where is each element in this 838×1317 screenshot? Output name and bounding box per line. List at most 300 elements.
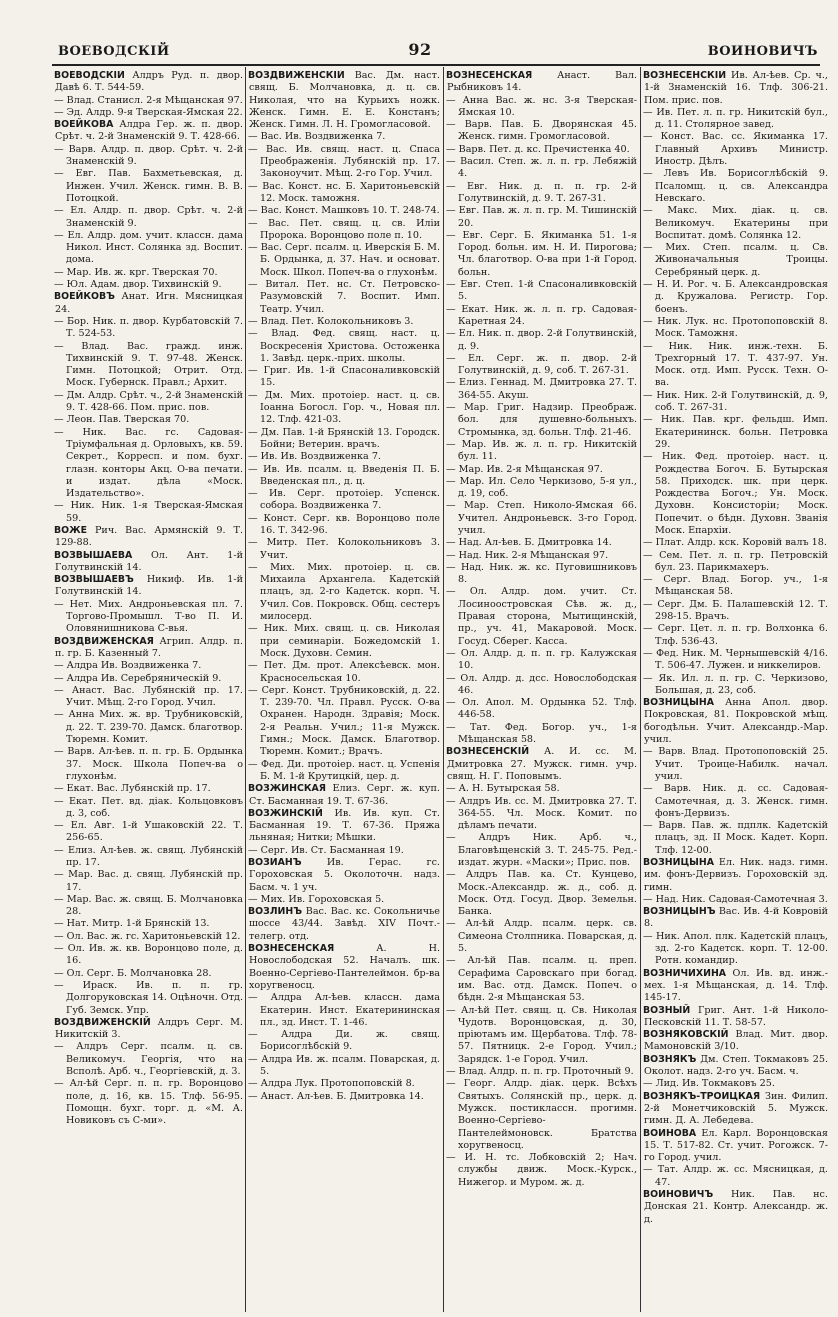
directory-subentry bbox=[248, 328, 440, 365]
entry-text: Дм. Пав. 1-й Брянскій 13. Городск. Бойни; Ветерин. врачъ. bbox=[260, 426, 440, 450]
directory-subentry bbox=[54, 1041, 243, 1078]
directory-subentry bbox=[248, 562, 440, 623]
entry-text: Евг. Ник. д. п. п. гр. 2-й Голутвинскій, д. 9. Т. 267-31. bbox=[458, 180, 637, 204]
directory-subentry bbox=[643, 673, 828, 698]
entry-text: Митр. Пет. Колокольниковъ 3. Учит. bbox=[260, 537, 440, 561]
directory-entry bbox=[643, 1091, 828, 1128]
entry-text: Мих. Степ. псалм. ц. Св. Живоначальныя Троицы. Серебряный церк. д. bbox=[655, 242, 828, 278]
entry-text: Влад. Алдр. п. п. гр. Проточный 9. bbox=[458, 1066, 634, 1078]
entry-text: Ив. Ив. Воздвиженка 7. bbox=[260, 451, 381, 463]
entry-text: Вас. Серг. псалм. ц. Иверскія Б. М. Б. Ордынка, д. 37. Нач. и основат. Моск. Школ. Попеч-ва о глухонѣм. bbox=[260, 242, 440, 278]
directory-subentry bbox=[643, 341, 828, 390]
directory-subentry bbox=[248, 894, 440, 906]
directory-subentry bbox=[643, 537, 828, 549]
entry-text: Ал-ѣй Пет. свящ. ц. Св. Николая Чудотв. Воронцовская, д. 30, пріютамъ им. Щербатова. Тлф. 78-57. Пятницк. 2-е Город. Учил.; Зарядск. 1-е Город. Учил. bbox=[458, 1004, 637, 1065]
directory-subentry bbox=[54, 685, 243, 710]
entry-text: Влад. Вас. гражд. инж. Тихвинскій 9. Т. 97-48. Женск. Гимн. Потоцкой; Отрит. Отд. Моск. Губернск. Правл.; Архит. bbox=[66, 340, 243, 389]
entry-text: Як. Ил. л. п. гр. С. Черкизово, Большая, д. 23, соб. bbox=[655, 672, 828, 696]
entry-text: Ал-ѣй Пав. псалм. ц. преп. Серафима Саровскаго при богад. им. Вас. отд. Дамск. Попеч. о бѣдн. 2-я Мѣщанская 53. bbox=[458, 955, 637, 1004]
entry-text: Ник. Лук. нс. Протопоповскій 8. Моск. Таможня. bbox=[655, 315, 828, 340]
directory-subentry bbox=[446, 586, 637, 647]
directory-subentry bbox=[446, 279, 637, 304]
surname: ВОЗДВИЖЕНСКАЯ bbox=[54, 635, 154, 647]
directory-entry bbox=[54, 1017, 243, 1042]
directory-subentry bbox=[54, 783, 243, 795]
entry-text: Дм. Степ. Токмаковъ 25. Околот. надз. 2-го уч. Басм. ч. bbox=[644, 1053, 828, 1078]
directory-entry bbox=[54, 70, 243, 95]
directory-entry bbox=[54, 291, 243, 316]
entry-text: Над. Ал-ѣев. Б. Дмитровка 14. bbox=[458, 537, 612, 549]
directory-subentry bbox=[643, 316, 828, 341]
directory-entry bbox=[54, 574, 243, 599]
directory-subentry bbox=[643, 107, 828, 132]
surname: ВОЗНЕСЕНСКІЙ bbox=[643, 70, 727, 81]
directory-subentry bbox=[446, 832, 637, 869]
surname: ВОЗНЕСЕНСКАЯ bbox=[446, 70, 533, 81]
page-number: 92 bbox=[408, 40, 432, 59]
directory-subentry bbox=[446, 156, 637, 181]
directory-subentry bbox=[643, 623, 828, 648]
directory-subentry bbox=[54, 931, 243, 943]
entry-text: Нат. Митр. 1-й Брянскій 13. bbox=[66, 918, 210, 930]
directory-subentry bbox=[54, 414, 243, 426]
entry-text: Ел. Серг. ж. п. двор. 2-й Голутвинскій, д. 9, соб. Т. 267-31. bbox=[458, 352, 637, 377]
directory-subentry bbox=[643, 648, 828, 673]
directory-subentry bbox=[446, 796, 637, 833]
entry-text: А. И. сс. М. Дмитровка 27. Мужск. гимн. учр. свящ. Н. Г. Поповымъ. bbox=[447, 746, 637, 782]
entry-text: Ол. Ив. вд. инж.-мех. 1-я Мѣщанская, д. 14. Тлф. 145-17. bbox=[644, 967, 828, 1004]
directory-subentry bbox=[446, 1078, 637, 1152]
directory-entry bbox=[248, 906, 440, 943]
directory-subentry bbox=[446, 1066, 637, 1078]
entry-text: Мар. Вас. д. свящ. Лубянскій пр. 17. bbox=[66, 869, 243, 893]
directory-entry bbox=[643, 1189, 828, 1226]
entry-text: Ол. Серг. Б. Молчановка 28. bbox=[66, 967, 212, 979]
entry-text: Ив. Ал-ѣев. Ср. ч., 1-й Знаменскій 16. Тлф. 306-21. Пом. прис. пов. bbox=[644, 70, 828, 106]
directory-subentry bbox=[446, 119, 637, 144]
entry-text: Ник. Вас. гс. Садовая-Тріумфальная д. Орловыхъ, кв. 59. Секрет., Корресп. и пом. бухг. глазн. конторы Акц. О-ва печати. и издат. дѣла «Моск. Издательство». bbox=[66, 426, 243, 500]
entry-text: Ел. Ник. п. двор. 2-й Голутвинскій, д. 9. bbox=[458, 328, 637, 352]
directory-subentry bbox=[643, 599, 828, 624]
entry-text: Дм. Алдр. Срѣт. ч., 2-й Знаменскій 9. Т. 428-66. Пом. прис. пов. bbox=[66, 389, 243, 414]
directory-subentry bbox=[248, 218, 440, 243]
directory-entry bbox=[643, 1054, 828, 1079]
directory-subentry bbox=[54, 894, 243, 919]
directory-subentry bbox=[248, 464, 440, 489]
directory-subentry bbox=[446, 353, 637, 378]
entry-text: Агрип. Алдр. п. п. гр. Б. Казенный 7. bbox=[55, 635, 243, 659]
directory-entry bbox=[248, 857, 440, 894]
entry-text: Алдра Ди. ж. свящ. Борисоглѣбскій 9. bbox=[260, 1029, 440, 1053]
entry-text: Витал. Пет. нс. Ст. Петровско-Разумовскій 7. Воспит. Имп. Театр. Учил. bbox=[260, 279, 440, 315]
entry-text: Елиз. Геннад. М. Дмитровка 27. Т. 364-55. Акуш. bbox=[458, 377, 637, 401]
column-4 bbox=[643, 70, 828, 1310]
directory-subentry bbox=[248, 623, 440, 660]
entry-text: Серг. Цет. л. п. гр. Волхонка 6. Тлф. 536-43. bbox=[655, 623, 828, 647]
entry-text: Влад. Станисл. 2-я Мѣщанская 97. bbox=[66, 94, 243, 106]
directory-subentry bbox=[446, 500, 637, 537]
directory-subentry bbox=[54, 943, 243, 968]
entry-text: Мар. Ил. Село Черкизово, 5-я ул., д. 19, соб. bbox=[458, 475, 637, 500]
directory-subentry bbox=[248, 1078, 440, 1090]
entry-text: Евг. Серг. Б. Якиманка 51. 1-я Город. больн. им. Н. И. Пирогова; Чл. благотвор. О-ва при 1-й Город. больн. bbox=[458, 229, 637, 278]
directory-subentry bbox=[54, 918, 243, 930]
directory-subentry bbox=[248, 1029, 440, 1054]
directory-subentry bbox=[446, 304, 637, 329]
directory-entry bbox=[54, 636, 243, 661]
directory-subentry bbox=[54, 869, 243, 894]
directory-subentry bbox=[54, 341, 243, 390]
entry-text: Варв. Ник. д. сс. Садовая-Самотечная, д. 3. Женск. гимн. фонъ-Дервизъ. bbox=[655, 783, 828, 819]
surname: ВОИНОВА bbox=[643, 1127, 697, 1139]
surname: ВОЗНЫЙ bbox=[643, 1004, 691, 1016]
entry-text: Ел. Карл. Воронцовская 15. Т. 517-82. Ст. учит. Рогожск. 7-го Город. учил. bbox=[644, 1127, 828, 1164]
entry-text: Вас. Пет. свящ. ц. св. Иліи Пророка. Воронцово поле п. 10. bbox=[260, 217, 440, 241]
directory-subentry bbox=[248, 992, 440, 1029]
entry-text: Алдръ Ив. сс. М. Дмитровка 27. Т. 364-55. Чл. Моск. Комит. по дѣламъ печати. bbox=[458, 795, 637, 832]
column-divider bbox=[443, 67, 444, 1312]
column-3 bbox=[446, 70, 637, 1310]
entry-text: Серг. Конст. Трубниковскій, д. 22. Т. 239-70. Чл. Правл. Русск. О-ва Охранен. Народн. Здравія; Моск. 2-я Реальн. Учил.; 11-я Мужск. Гимн.; Моск. Дамск. Благотвор. Тюремн. Комит.; Врачъ. bbox=[260, 684, 440, 758]
header-rule bbox=[52, 64, 820, 66]
directory-entry bbox=[248, 943, 440, 992]
entry-text: Мар. Вас. ж. свящ. Б. Молчановка 28. bbox=[66, 893, 243, 918]
entry-text: Серг. Дм. Б. Палашевскій 12. Т. 298-15. Врачъ. bbox=[655, 598, 828, 623]
surname: ВОЖЕ bbox=[54, 524, 87, 536]
directory-entry bbox=[643, 70, 828, 107]
entry-text: Ник. Ник. инж.-техн. Б. Трехгорный 17. Т. 437-97. Ун. Моск. отд. Имп. Русск. Техн. О-ва. bbox=[655, 340, 828, 389]
directory-entry bbox=[446, 746, 637, 783]
directory-subentry bbox=[643, 414, 828, 451]
surname: ВОЗНИЧИХИНА bbox=[643, 967, 727, 979]
entry-text: Алдръ Руд. п. двор. Давѣ 6. Т. 544-59. bbox=[55, 70, 243, 94]
directory-subentry bbox=[446, 537, 637, 549]
directory-entry bbox=[643, 697, 828, 746]
entry-text: Леон. Пав. Тверская 70. bbox=[66, 414, 190, 426]
directory-subentry bbox=[248, 279, 440, 316]
directory-subentry bbox=[643, 574, 828, 599]
column-divider bbox=[640, 67, 641, 1312]
directory-subentry bbox=[446, 205, 637, 230]
directory-subentry bbox=[446, 550, 637, 562]
directory-entry bbox=[54, 550, 243, 575]
directory-subentry bbox=[446, 95, 637, 120]
directory-subentry bbox=[446, 673, 637, 698]
surname: ВОИНОВИЧЪ bbox=[643, 1189, 714, 1201]
directory-subentry bbox=[446, 697, 637, 722]
surname: ВОЗНЯКОВСКІЙ bbox=[643, 1029, 729, 1041]
surname: ВОЗНЯКЪ bbox=[643, 1053, 697, 1065]
directory-entry bbox=[643, 906, 828, 931]
entry-text: Вас. Ив. свящ. наст. ц. Спаса Преображенія. Лубянскій пр. 17. Законоучит. Мѣщ. 2-го Гор. Учил. bbox=[260, 143, 440, 180]
surname: ВОЗНЯКЪ-ТРОИЦКАЯ bbox=[643, 1090, 761, 1102]
entry-text: Ол. Алдр. д. дсс. Новослободская 46. bbox=[458, 672, 637, 696]
entry-text: Ол. Ив. ж. кв. Воронцово поле, д. 16. bbox=[66, 943, 243, 967]
entry-text: Алдра Ив. ж. псалм. Поварская, д. 5. bbox=[260, 1053, 440, 1078]
directory-subentry bbox=[248, 660, 440, 685]
directory-subentry bbox=[446, 377, 637, 402]
entry-text: Варв. Алдр. п. двор. Срѣт. ч. 2-й Знаменскій 9. bbox=[66, 143, 243, 168]
entry-text: Ол. Апол. М. Ордынка 52. Тлф. 446-58. bbox=[458, 697, 637, 721]
entry-text: Ник. Пав. крг. фельдш. Имп. Екатерининск. больн. Петровка 29. bbox=[655, 414, 828, 450]
directory-subentry bbox=[248, 427, 440, 452]
entry-text: Тат. Фед. Богор. уч., 1-я Мѣщанская 58. bbox=[458, 721, 637, 746]
directory-subentry bbox=[248, 845, 440, 857]
directory-subentry bbox=[446, 783, 637, 795]
directory-subentry bbox=[248, 131, 440, 143]
directory-subentry bbox=[643, 894, 828, 906]
directory-subentry bbox=[643, 931, 828, 968]
entry-text: Анаст. Вас. Лубянскій пр. 17. Учит. Мѣщ. 2-го Город. Учил. bbox=[66, 684, 243, 709]
surname: ВОЗНЕСЕНСКАЯ bbox=[248, 943, 335, 955]
entry-text: Ол. Алдр. д. п. п. гр. Калужская 10. bbox=[458, 647, 637, 672]
surname: ВОЕЙКОВА bbox=[54, 119, 114, 131]
directory-subentry bbox=[446, 402, 637, 439]
directory-subentry bbox=[248, 488, 440, 513]
surname: ВОЕЙКОВЪ bbox=[54, 291, 115, 303]
directory-subentry bbox=[54, 599, 243, 636]
entry-text: Вас. Ив. Воздвиженка 7. bbox=[260, 131, 386, 143]
entry-text: А. Н. Новослободская 52. Началъ. шк. Военно-Сергіево-Пантелеймон. бр-ва хоругвеносц. bbox=[249, 943, 440, 991]
entry-text: Алдръ Серг. псалм. ц. св. Великомуч. Георгія, что на Всполѣ. Арб. ч., Георгіевскій, д. 3. bbox=[66, 1041, 243, 1078]
entry-text: Мар. Ив. ж. л. п. гр. Никитскій бул. 11. bbox=[458, 438, 637, 463]
entry-text: Ив. Ив. куп. Ст. Басманная 19. Т. 67-36. Пряжа льняная; Нитки; Мѣшки. bbox=[249, 807, 440, 844]
directory-subentry bbox=[54, 820, 243, 845]
entry-text: Варв. Пав. Б. Дворянская 45. Женск. гимн. Громогласовой. bbox=[458, 119, 637, 143]
entry-text: Влад. Мит. двор. Мамоновскій 3/10. bbox=[644, 1029, 828, 1053]
directory-subentry bbox=[446, 181, 637, 206]
entry-text: Васил. Степ. ж. л. п. гр. Лебяжій 4. bbox=[458, 156, 637, 180]
directory-subentry bbox=[54, 267, 243, 279]
entry-text: Екат. Пет. вд. діак. Кольцовковъ д. 3, соб. bbox=[66, 795, 243, 819]
directory-subentry bbox=[54, 205, 243, 230]
directory-subentry bbox=[54, 279, 243, 291]
entry-text: Ник. Мих. свящ. ц. св. Николая при семинаріи. Божедомскій 1. Моск. Духовн. Семин. bbox=[260, 623, 440, 659]
directory-entry bbox=[643, 857, 828, 894]
entry-text: Варв. Ал-ѣев. п. п. гр. Б. Ордынка 37. Моск. Школа Попеч-ва о глухонѣм. bbox=[66, 746, 243, 782]
column-2 bbox=[248, 70, 440, 1310]
running-header-right: ВОИНОВИЧЪ bbox=[707, 44, 818, 59]
entry-text: Конст. Вас. сс. Якиманка 17. Главный Архивъ Министр. Иностр. Дѣлъ. bbox=[655, 131, 828, 168]
entry-text: Евг. Пав. Бахметьевская, д. Инжен. Учил. Женск. гимн. В. В. Потоцкой. bbox=[66, 168, 243, 204]
entry-text: Алдръ Ник. Арб. ч., Благовѣщенскій 3. Т. 245-75. Ред.-издат. журн. «Маски»; Прис. пов. bbox=[458, 832, 637, 868]
directory-subentry bbox=[248, 759, 440, 784]
entry-text: Ел. Алдр. п. двор. Срѣт. ч. 2-й Знаменскій 9. bbox=[66, 205, 243, 229]
entry-text: Евг. Пав. ж. л. п. гр. М. Тишинскій 20. bbox=[458, 205, 637, 229]
directory-subentry bbox=[248, 205, 440, 217]
entry-text: Бор. Ник. п. двор. Курбатовскій 7. Т. 524-53. bbox=[66, 315, 243, 340]
directory-subentry bbox=[54, 673, 243, 685]
directory-subentry bbox=[643, 168, 828, 205]
entry-text: Анна Апол. двор. Покровская, 81. Покровской мѣщ. богодѣльн. Учит. Александр.-Мар. учил. bbox=[644, 697, 828, 746]
surname: ВОЗЖИНСКАЯ bbox=[248, 783, 326, 795]
entry-text: Ник. Апол. плк. Кадетскій плацъ, зд. 2-го Кадетск. корп. Т. 12-00. Ротн. командир. bbox=[655, 930, 828, 967]
surname: ВОЗНИЦЫНА bbox=[643, 857, 714, 868]
column-divider bbox=[245, 67, 246, 1312]
entry-text: Никиф. Ив. 1-й Голутвинскій 14. bbox=[55, 574, 243, 598]
directory-entry bbox=[248, 70, 440, 131]
directory-subentry bbox=[248, 685, 440, 759]
entry-text: Ал-ѣй Алдр. псалм. церк. св. Симеона Столпника. Поварская, д. 5. bbox=[458, 918, 637, 955]
entry-text: Георг. Алдр. діак. церк. Всѣхъ Святыхъ. Солянскій пр., церк. д. Мужск. постиклассн. прогимн. Военно-Сергіево-Пантелеймоновск. Братства хоругвеносц. bbox=[458, 1078, 637, 1151]
entry-text: Мих. Мих. протоіер. ц. св. Михаила Архангела. Кадетскій плацъ, зд. 2-го Кадетск. корп. Ч. Учил. Сов. Покровск. Общ. сестеръ милосерд. bbox=[260, 561, 440, 623]
directory-subentry bbox=[54, 968, 243, 980]
entry-text: Алдръ Серг. М. Никитскій 3. bbox=[55, 1016, 243, 1041]
entry-text: Над. Ник. 2-я Мѣщанская 97. bbox=[458, 549, 609, 561]
directory-subentry bbox=[643, 1164, 828, 1189]
directory-entry bbox=[54, 119, 243, 144]
entry-text: Ел. Авг. 1-й Ушаковскій 22. Т. 256-65. bbox=[66, 820, 243, 844]
directory-subentry bbox=[54, 500, 243, 525]
directory-entry bbox=[643, 1029, 828, 1054]
entry-text: Ник. Пав. нс. Донская 21. Контр. Александр. ж. д. bbox=[644, 1189, 828, 1225]
entry-text: Вас. Вас. кс. Сокольничье шоссе 43/44. Завѣд. XIV Почт.-телегр. отд. bbox=[249, 906, 440, 942]
entry-text: Варв. Влад. Протопоповскій 25. Учит. Троице-Набилк. начал. учил. bbox=[655, 746, 828, 782]
entry-text: Алдръ Пав. ка. Ст. Кунцево, Моск.-Александр. ж. д., соб. д. Моск. Отд. Госуд. Двор. Земельн. Банка. bbox=[458, 869, 637, 918]
entry-text: Мар. Степ. Николо-Ямская 66. Учител. Андроньевск. 3-го Город. учил. bbox=[458, 500, 637, 536]
entry-text: Алдра Гер. ж. п. двор. Срѣт. ч. 2-й Знаменскій 9. Т. 428-66. bbox=[55, 119, 243, 143]
running-header-left: ВОЕВОДСКІЙ bbox=[58, 44, 170, 59]
entry-text: А. Н. Бутырская 58. bbox=[458, 783, 560, 795]
surname: ВОЗДВИЖЕНСКІЙ bbox=[54, 1016, 151, 1028]
directory-subentry bbox=[446, 955, 637, 1004]
directory-subentry bbox=[446, 562, 637, 587]
entry-text: Алдра Лук. Протопоповскій 8. bbox=[260, 1078, 415, 1090]
entry-text: Рич. Вас. Армянскій 9. Т. 129-88. bbox=[55, 524, 243, 549]
surname: ВОЗНИЦЫНЪ bbox=[643, 906, 716, 918]
entry-text: Екат. Вас. Лубянскій пр. 17. bbox=[66, 783, 211, 795]
entry-text: Мар. Ив. 2-я Мѣщанская 97. bbox=[458, 463, 603, 475]
directory-subentry bbox=[54, 144, 243, 169]
directory-subentry bbox=[248, 316, 440, 328]
surname: ВОЕВОДСКІЙ bbox=[54, 70, 125, 81]
directory-subentry bbox=[643, 279, 828, 316]
directory-subentry bbox=[446, 1152, 637, 1189]
entry-text: Анаст. Вал. Рыбниковъ 14. bbox=[447, 70, 637, 94]
directory-entry bbox=[446, 70, 637, 95]
entry-text: Плат. Алдр. кск. Коровій валъ 18. bbox=[655, 537, 827, 549]
directory-subentry bbox=[643, 205, 828, 242]
directory-subentry bbox=[54, 107, 243, 119]
directory-subentry bbox=[248, 1091, 440, 1103]
directory-subentry bbox=[248, 1054, 440, 1079]
directory-entry bbox=[54, 525, 243, 550]
entry-text: Елиз. Серг. ж. куп. Ст. Басманная 19. Т. 67-36. bbox=[249, 783, 440, 807]
directory-entry bbox=[643, 1005, 828, 1030]
entry-text: Ив. Ив. псалм. ц. Введенія П. Б. Введенская пл., д. ц. bbox=[260, 463, 440, 487]
surname: ВОЗВЫШАЕВЪ bbox=[54, 574, 134, 586]
entry-text: И. Н. тс. Лобковскій 2; Нач. службы движ. Моск.-Курск., Нижегор. и Муром. ж. д. bbox=[458, 1152, 637, 1188]
directory-subentry bbox=[643, 746, 828, 783]
directory-subentry bbox=[446, 918, 637, 955]
entry-text: Екат. Ник. ж. л. п. гр. Садовая-Каретная 24. bbox=[458, 303, 637, 327]
entry-text: Ел. Алдр. дом. учит. классн. дама Никол. Инст. Солянка зд. Воспит. дома. bbox=[66, 229, 243, 266]
directory-subentry bbox=[248, 365, 440, 390]
entry-text: Вас. Дм. наст. свящ. Б. Молчановка, д. ц. св. Николая, что на Курьихъ ножк. Женск. Гимн. Е. Е. Констанъ; Женск. Гимн. Л. Н. Громогласовой. bbox=[249, 70, 440, 131]
directory-subentry bbox=[54, 746, 243, 783]
entry-text: Ол. Алдр. дом. учит. Ст. Лосиноостровская Сѣв. ж. д., Правая сторона, Мытищинскій, пр., уч. 41, Макаровой. Моск. Госуд. Сберег. Касса. bbox=[458, 586, 637, 647]
directory-subentry bbox=[248, 181, 440, 206]
entry-text: Пет. Дм. прот. Алексѣевск. мон. Красносельская 10. bbox=[260, 660, 440, 684]
surname: ВОЗДВИЖЕНСКІЙ bbox=[248, 70, 345, 81]
directory-subentry bbox=[446, 1005, 637, 1066]
entry-text: Ив. Серг. протоіер. Успенск. собора. Воздвиженка 7. bbox=[260, 488, 440, 512]
entry-text: Сем. Пет. л. п. гр. Петровскій бул. 23. Парикмахеръ. bbox=[655, 549, 828, 573]
directory-subentry bbox=[54, 168, 243, 205]
directory-subentry bbox=[54, 980, 243, 1017]
directory-subentry bbox=[643, 242, 828, 279]
directory-subentry bbox=[54, 796, 243, 821]
directory-subentry bbox=[446, 144, 637, 156]
directory-entry bbox=[643, 1128, 828, 1165]
directory-subentry bbox=[54, 845, 243, 870]
directory-subentry bbox=[643, 820, 828, 857]
entry-text: Григ. Ив. 1-й Спасоналивковскій 15. bbox=[260, 365, 440, 389]
entry-text: Лид. Ив. Токмаковъ 25. bbox=[655, 1078, 775, 1090]
entry-text: Анна Мих. ж. вр. Трубниковскій, д. 22. Т. 239-70. Дамск. благотвор. Тюремн. Комит. bbox=[66, 709, 243, 746]
entry-text: Мих. Ив. Гороховская 5. bbox=[260, 893, 385, 905]
directory-subentry bbox=[54, 390, 243, 415]
entry-text: Анат. Игн. Мясницкая 24. bbox=[55, 291, 243, 315]
entry-text: Тат. Алдр. ж. сс. Мясницкая, д. 47. bbox=[655, 1164, 828, 1188]
entry-text: Эд. Алдр. 9-я Тверская-Ямская 22. bbox=[66, 106, 243, 118]
entry-text: Ник. Ник. 2-й Голутвинскій, д. 9, соб. Т. 267-31. bbox=[655, 389, 828, 414]
directory-subentry bbox=[248, 451, 440, 463]
entry-text: Григ. Ант. 1-й Николо-Песковскій 11. Т. 58-57. bbox=[644, 1004, 828, 1028]
entry-text: Ираск. Ив. п. п. гр. Долгоруковская 14. Оцѣночн. Отд. Губ. Земск. Упр. bbox=[66, 979, 243, 1016]
entry-text: Макс. Мих. діак. ц. св. Великомуч. Екатерины при Воспитат. домѣ. Солянка 12. bbox=[655, 205, 828, 241]
entry-text: Вас. Конст. Машковъ 10. Т. 248-74. bbox=[260, 205, 440, 217]
directory-subentry bbox=[248, 513, 440, 538]
directory-subentry bbox=[54, 709, 243, 746]
entry-text: Над. Ник. ж. кс. Пуговишниковъ 8. bbox=[458, 561, 637, 586]
entry-text: Серг. Влад. Богор. уч., 1-я Мѣщанская 58. bbox=[655, 574, 828, 598]
directory-subentry bbox=[446, 328, 637, 353]
directory-subentry bbox=[54, 95, 243, 107]
entry-text: Мар. Григ. Надзир. Преображ. бол. для душевно-больныхъ. Стромынка, зд. больн. Тлф. 21-46. bbox=[458, 402, 637, 438]
entry-text: Ол. Вас. ж. гс. Харитоньевскій 12. bbox=[66, 930, 241, 942]
directory-subentry bbox=[54, 660, 243, 672]
directory-subentry bbox=[446, 230, 637, 279]
directory-subentry bbox=[643, 783, 828, 820]
directory-subentry bbox=[446, 476, 637, 501]
entry-text: Фед. Ник. М. Чернышевскій 4/16. Т. 506-47. Лужен. и никкелиров. bbox=[655, 647, 828, 672]
entry-text: Ол. Ант. 1-й Голутвинскій 14. bbox=[55, 549, 243, 573]
entry-text: Алдра Ив. Серебряническій 9. bbox=[66, 672, 222, 684]
directory-subentry bbox=[446, 648, 637, 673]
entry-text: Алдра Ал-ѣев. классн. дама Екатерин. Инст. Екатерининская пл., зд. Инст. Т. 1-46. bbox=[260, 992, 440, 1028]
directory-subentry bbox=[54, 230, 243, 267]
directory-entry bbox=[248, 783, 440, 808]
entry-text: Ник. Ник. 1-я Тверская-Ямская 59. bbox=[66, 500, 243, 524]
surname: ВОЗНЕСЕНСКІЙ bbox=[446, 746, 530, 758]
entry-text: Вас. Ив. 4-й Ковровій 8. bbox=[644, 906, 828, 930]
entry-text: Влад. Пет. Колокольниковъ 3. bbox=[260, 315, 414, 327]
entry-text: Анаст. Ал-ѣев. Б. Дмитровка 14. bbox=[260, 1090, 424, 1102]
entry-text: Алдра Ив. Воздвиженка 7. bbox=[66, 660, 202, 672]
entry-text: Вас. Конст. нс. Б. Харитоньевскій 12. Моск. таможня. bbox=[260, 180, 440, 204]
column-1 bbox=[54, 70, 243, 1310]
entry-text: Ив. Герас. гс. Гороховская 5. Околоточн. надз. Басм. ч. 1 уч. bbox=[249, 857, 440, 893]
directory-subentry bbox=[643, 390, 828, 415]
directory-entry bbox=[248, 808, 440, 845]
entry-text: Варв. Пав. ж. пдплк. Кадетскій плацъ, зд. II Моск. Кадет. Корп. Тлф. 12-00. bbox=[655, 820, 828, 856]
directory-subentry bbox=[54, 427, 243, 501]
entry-text: Нет. Мих. Андроньевская пл. 7. Торгово-Промышл. Т-во П. И. Оловянишникова С-вья. bbox=[66, 598, 243, 635]
entry-text: Зин. Филип. 2-й Монетчиковскій 5. Мужск. гимн. Д. А. Лебедева. bbox=[644, 1090, 828, 1127]
directory-subentry bbox=[446, 439, 637, 464]
entry-text: Над. Ник. Садовая-Самотечная 3. bbox=[655, 893, 828, 905]
